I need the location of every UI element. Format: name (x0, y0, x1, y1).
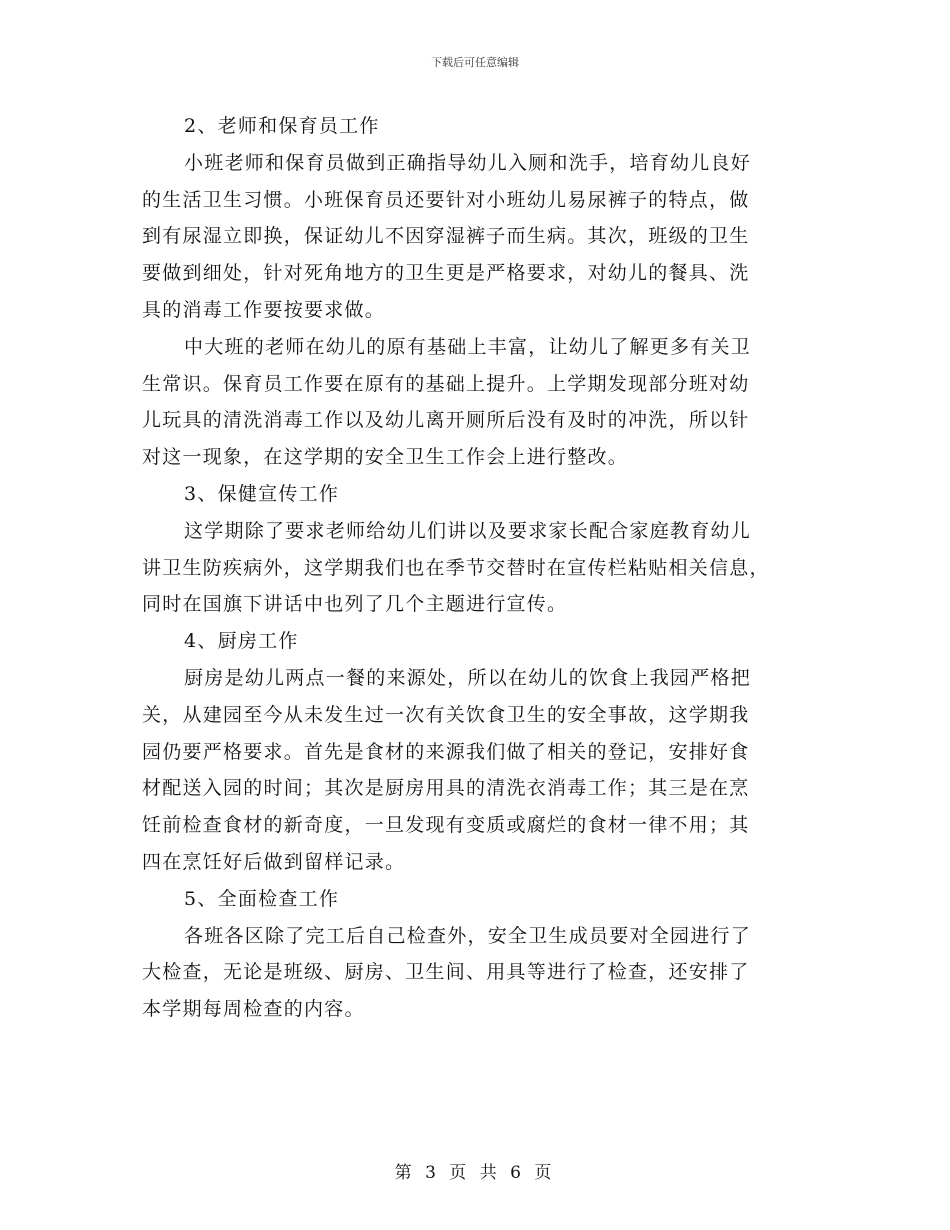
paragraph-line: 关，从建园至今从未发生过一次有关饮食卫生的安全事故，这学期我 (142, 703, 750, 726)
section-heading-teachers: 2、老师和保育员工作 (184, 115, 380, 137)
section-heading-kitchen: 4、厨房工作 (184, 630, 299, 653)
paragraph-line: 对这一现象，在这学期的安全卫生工作会上进行整改。 (142, 446, 629, 469)
paragraph-line: 具的消毒工作要按要求做。 (142, 298, 386, 321)
paragraph-line: 儿玩具的清洗消毒工作以及幼儿离开厕所后没有及时的冲洗，所以针 (142, 409, 750, 432)
section-heading-inspection: 5、全面检查工作 (184, 887, 340, 910)
paragraph-line: 中大班的老师在幼儿的原有基础上丰富，让幼儿了解更多有关卫 (184, 335, 752, 358)
section-heading-health-promotion: 3、保健宣传工作 (184, 482, 340, 505)
page-number: 第 3 页 共 6 页 (394, 1163, 556, 1183)
document-body (142, 108, 802, 1028)
paragraph-line: 园仍要严格要求。首先是食材的来源我们做了相关的登记，安排好食 (142, 740, 750, 763)
paragraph-line: 各班各区除了完工后自己检查外，安全卫生成员要对全园进行了 (184, 924, 752, 947)
paragraph-line: 这学期除了要求老师给幼儿们讲以及要求家长配合家庭教育幼儿 (184, 519, 752, 542)
paragraph-line: 到有尿湿立即换，保证幼儿不因穿湿裤子而生病。其次，班级的卫生 (142, 225, 750, 248)
paragraph-line: 材配送入园的时间；其次是厨房用具的清洗衣消毒工作；其三是在烹 (142, 777, 750, 800)
paragraph-line: 生常识。保育员工作要在原有的基础上提升。上学期发现部分班对幼 (142, 372, 750, 395)
paragraph-line: 大检查，无论是班级、厨房、卫生间、用具等进行了检查，还安排了 (142, 961, 750, 984)
paragraph-line: 饪前检查食材的新奇度，一旦发现有变质或腐烂的食材一律不用；其 (142, 814, 750, 837)
paragraph-line: 讲卫生防疾病外，这学期我们也在季节交替时在宣传栏粘贴相关信息， (142, 556, 770, 579)
paragraph-line: 小班老师和保育员做到正确指导幼儿入厕和洗手，培育幼儿良好 (184, 151, 752, 174)
paragraph-line: 本学期每周检查的内容。 (142, 998, 365, 1021)
paragraph-line: 同时在国旗下讲话中也列了几个主题进行宣传。 (142, 593, 568, 616)
paragraph-line: 厨房是幼儿两点一餐的来源处，所以在幼儿的饮食上我园严格把 (184, 666, 752, 689)
paragraph-line: 四在烹饪好后做到留样记录。 (142, 850, 406, 873)
page-header: 下载后可任意编辑 (431, 56, 519, 69)
paragraph-line: 的生活卫生习惯。小班保育员还要针对小班幼儿易尿裤子的特点，做 (142, 188, 750, 211)
paragraph-line: 要做到细处，针对死角地方的卫生更是严格要求，对幼儿的餐具、洗 (142, 262, 750, 285)
